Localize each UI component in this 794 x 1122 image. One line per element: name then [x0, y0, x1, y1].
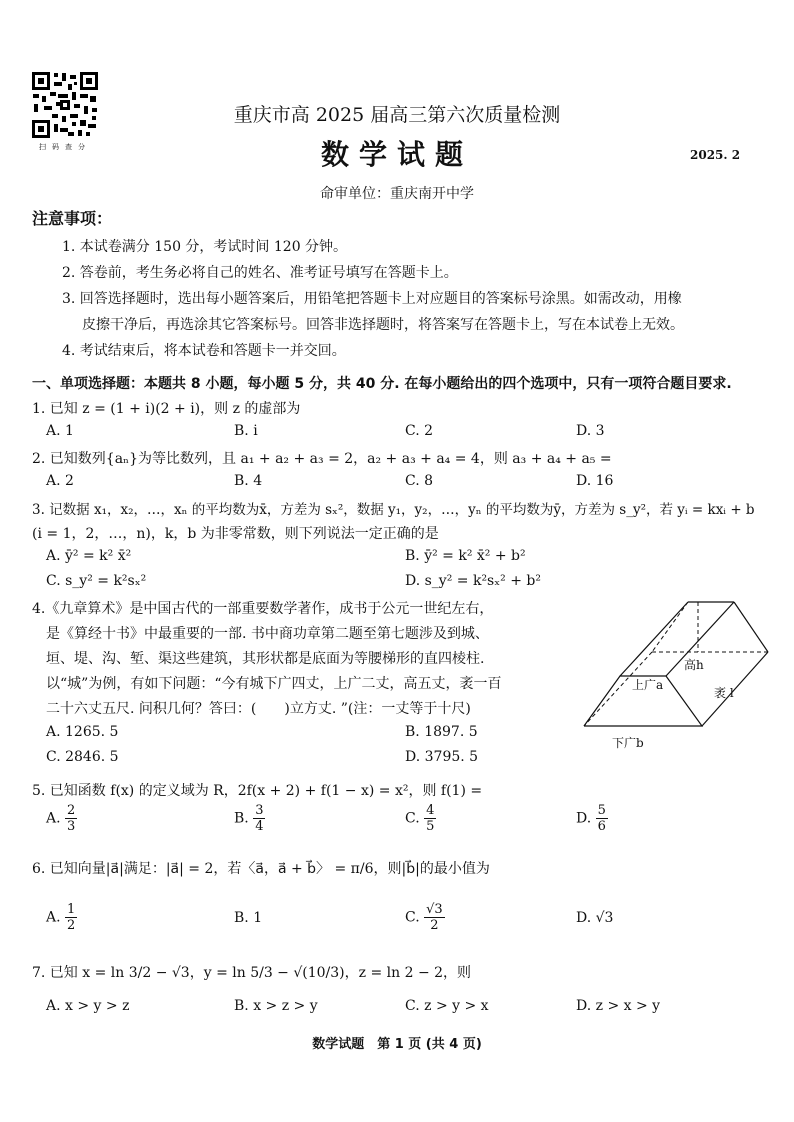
option-prefix: A.: [46, 909, 61, 926]
denominator: 2: [430, 918, 439, 933]
q1-option-a: A. 1: [46, 423, 74, 439]
subject-title: 数学试题: [320, 138, 473, 171]
q4-option-c: C. 2846. 5: [46, 749, 119, 765]
q3-option-a: A. ȳ² = k² x̄²: [46, 548, 132, 564]
q5-option-d: [576, 803, 608, 834]
q1-option-d: D. 3: [576, 423, 605, 439]
notice-item: 2. 答卷前，考生务必将自己的姓名、准考证号填写在答题卡上。: [62, 265, 458, 281]
fraction: [424, 803, 436, 834]
notice-item: 3. 回答选择题时，选出每小题答案后，用铅笔把答题卡上对应题目的答案标号涂黑。如需改动，用橡: [62, 291, 682, 307]
q7-option-c: C. z > y > x: [405, 998, 489, 1014]
q2-option-a: A. 2: [46, 473, 74, 489]
q6-option-c: [405, 902, 445, 933]
q6-option-b: [234, 910, 262, 926]
notice-item: 4. 考试结束后，将本试卷和答题卡一并交回。: [62, 343, 346, 359]
q7-option-d: D. z > x > y: [576, 998, 661, 1014]
notice-item: 1. 本试卷满分 150 分，考试时间 120 分钟。: [62, 239, 348, 255]
label-top-width: 上广a: [632, 678, 664, 692]
q4-stem-line: 二十六丈五尺. 问积几何？答曰：( )立方丈. ”(注：一丈等于十尺): [46, 701, 471, 717]
exam-title: 重庆市高 2025 届高三第六次质量检测: [233, 104, 561, 126]
option-text: 1: [253, 910, 263, 926]
q3-stem-line2: (i = 1，2，…，n)，k，b 为非零常数，则下列说法一定正确的是: [32, 526, 439, 542]
denominator: 5: [426, 819, 435, 834]
denominator: 4: [255, 819, 264, 834]
numerator: 4: [426, 803, 435, 818]
author-unit: 命审单位：重庆南开中学: [320, 186, 474, 202]
fraction: [424, 902, 445, 933]
q4-stem-line: 以“城”为例，有如下问题：“今有城下广四丈，上广二丈，高五丈，袤一百: [46, 676, 502, 692]
notice-heading: 注意事项：: [32, 209, 113, 228]
label-length: 袤 l: [714, 686, 734, 700]
q7-stem: 7. 已知 x = ln 3/2 − √3，y = ln 5/3 − √(10/3)，z = ln 2 − 2，则: [32, 965, 472, 981]
numerator: 2: [67, 803, 76, 818]
q5-option-a: [46, 803, 77, 834]
page-footer: 数学试题 第 1 页 (共 4 页): [312, 1037, 482, 1052]
label-height: 高h: [684, 658, 704, 672]
q5-stem: 5. 已知函数 f(x) 的定义域为 R，2f(x + 2) + f(1 − x) = x²，则 f(1) =: [32, 783, 483, 799]
option-text: √3: [595, 910, 614, 926]
q2-option-b: B. 4: [234, 473, 263, 489]
q5-option-b: [234, 803, 265, 834]
q4-stem-line: 4.《九章算术》是中国古代的一部重要数学著作，成书于公元一世纪左右，: [32, 601, 494, 617]
q4-option-a: A. 1265. 5: [46, 724, 119, 740]
section-title: 一、单项选择题：本题共 8 小题，每小题 5 分，共 40 分. 在每小题给出的四个选项中，只有一项符合题目要求.: [32, 376, 732, 392]
fraction: [65, 803, 77, 834]
numerator: 3: [255, 803, 264, 818]
q1-option-c: C. 2: [405, 423, 434, 439]
q3-option-c: C. s_y² = k²sₓ²: [46, 573, 147, 589]
q1-option-b: B. i: [234, 423, 258, 439]
prism-figure: [580, 596, 770, 756]
option-prefix: D.: [576, 810, 592, 827]
option-prefix: D.: [576, 910, 592, 926]
q6-stem: 6. 已知向量|a⃗|满足：|a⃗| = 2，若〈a⃗，a⃗ + b⃗〉 = π/6，则|b⃗|的最小值为: [32, 861, 490, 877]
q1-stem: 1. 已知 z = (1 + i)(2 + i)，则 z 的虚部为: [32, 401, 301, 417]
q3-option-d: D. s_y² = k²sₓ² + b²: [405, 573, 541, 589]
label-bottom-width: 下广b: [612, 736, 644, 750]
option-prefix: B.: [234, 910, 249, 926]
option-prefix: B.: [234, 810, 249, 827]
q3-option-b: B. ȳ² = k² x̄² + b²: [405, 548, 526, 564]
q4-option-b: B. 1897. 5: [405, 724, 478, 740]
fraction: [596, 803, 608, 834]
q6-option-a: [46, 902, 77, 933]
denominator: 6: [597, 819, 606, 834]
option-prefix: A.: [46, 810, 61, 827]
numerator: √3: [426, 902, 443, 917]
option-prefix: C.: [405, 909, 420, 926]
q4-stem-line: 垣、堤、沟、堑、渠这些建筑，其形状都是底面为等腰梯形的直四棱柱.: [46, 651, 485, 667]
q7-option-a: A. x > y > z: [46, 998, 130, 1014]
q2-option-c: C. 8: [405, 473, 434, 489]
denominator: 3: [67, 819, 76, 834]
q3-stem-line1: 3. 记数据 x₁，x₂，…，xₙ 的平均数为x̄，方差为 sₓ²，数据 y₁，y₂，…，yₙ 的平均数为ȳ，方差为 s_y²，若 yᵢ = kxᵢ + b: [32, 502, 755, 518]
numerator: 1: [67, 902, 76, 917]
q7-option-b: B. x > z > y: [234, 998, 318, 1014]
fraction: [65, 902, 77, 933]
q2-option-d: D. 16: [576, 473, 614, 489]
notice-list: [62, 234, 774, 364]
numerator: 5: [597, 803, 606, 818]
notice-item: 皮擦干净后，再选涂其它答案标号。回答非选择题时，将答案写在答题卡上，写在本试卷上无效。: [82, 317, 684, 333]
q6-option-d: [576, 910, 613, 926]
denominator: 2: [67, 918, 76, 933]
exam-date: 2025. 2: [690, 148, 741, 162]
q4-option-d: D. 3795. 5: [405, 749, 479, 765]
q2-stem: 2. 已知数列{aₙ}为等比数列，且 a₁ + a₂ + a₃ = 2，a₂ + a₃ + a₄ = 4，则 a₃ + a₄ + a₅ =: [32, 451, 612, 467]
option-prefix: C.: [405, 810, 420, 827]
q5-option-c: [405, 803, 436, 834]
qr-caption: 扫码查分: [39, 143, 91, 151]
fraction: [253, 803, 265, 834]
q4-stem-line: 是《算经十书》中最重要的一部. 书中商功章第二题至第七题涉及到城、: [46, 626, 489, 642]
